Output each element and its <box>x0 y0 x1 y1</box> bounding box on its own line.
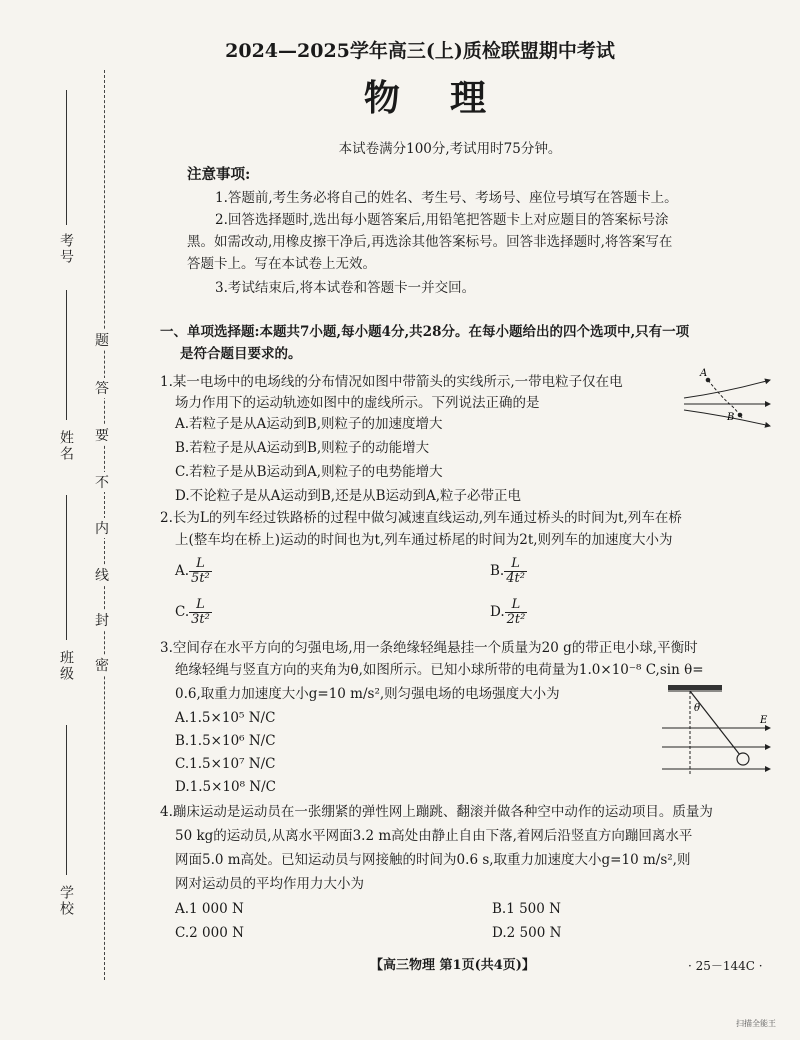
q3-option-a: A.1.5×10⁵ N/C <box>175 710 276 726</box>
ball <box>737 753 749 765</box>
field-label-school: 学校 <box>58 885 74 917</box>
q1-stem: 场力作用下的运动轨迹如图中的虚线所示。下列说法正确的是 <box>175 395 540 411</box>
seal-char: 答 <box>92 378 112 398</box>
field-label-name: 姓名 <box>58 430 74 462</box>
fraction: $\frac{L}{\text{3t²}}$ <box>191 597 210 627</box>
seal-char: 内 <box>92 518 112 538</box>
point-a-label: A <box>700 368 708 379</box>
q1-option-b: B.若粒子是从A运动到B,则粒子的动能增大 <box>175 440 430 456</box>
theta-label: θ <box>694 703 701 714</box>
option-label: B. <box>490 563 505 579</box>
q4-option-d: D.2 500 N <box>492 925 562 941</box>
q4-option-b: B.1 500 N <box>492 901 561 917</box>
q4-stem: 50 kg的运动员,从离水平网面3.2 m高处由静止自由下落,着网后沿竖直方向蹦回离水平 <box>175 828 693 844</box>
field-line <box>684 380 770 398</box>
ceiling-hatch <box>668 685 722 690</box>
section-heading-cont: 是符合题目要求的。 <box>180 346 302 362</box>
q1-option-a: A.若粒子是从A运动到B,则粒子的加速度增大 <box>175 416 443 432</box>
string <box>690 691 740 755</box>
q3-pendulum-figure <box>660 683 775 778</box>
q1-stem: 1.某一电场中的电场线的分布情况如图中带箭头的实线所示,一带电粒子仅在电 <box>160 374 623 390</box>
option-label: D. <box>490 604 505 620</box>
q3-option-d: D.1.5×10⁸ N/C <box>175 779 276 795</box>
notice-line: 答题卡上。写在本试卷上无效。 <box>187 256 376 272</box>
q4-stem: 4.蹦床运动是运动员在一张绷紧的弹性网上蹦跳、翻滚并做各种空中动作的运动项目。质量为 <box>160 804 713 820</box>
field-line-name[interactable] <box>66 290 67 420</box>
option-label: A. <box>175 563 190 579</box>
q2-option-c <box>175 598 212 627</box>
q1-field-line-figure <box>682 368 774 432</box>
scanner-logo: 扫描全能王 <box>736 1019 776 1028</box>
page-footer: 【高三物理 第1页(共4页)】 <box>370 958 535 973</box>
option-label: C. <box>175 604 190 620</box>
q2-stem: 2.长为L的列车经过铁路桥的过程中做匀减速直线运动,列车通过桥头的时间为t,列车在桥 <box>160 510 682 526</box>
seal-char: 封 <box>92 610 112 630</box>
seal-char: 要 <box>92 425 112 445</box>
q1-option-c: C.若粒子是从B运动到A,则粒子的电势能增大 <box>175 464 443 480</box>
notice-line: 1.答题前,考生务必将自己的姓名、考生号、考场号、座位号填写在答题卡上。 <box>215 190 678 206</box>
q4-option-a: A.1 000 N <box>175 901 244 917</box>
seal-char: 题 <box>92 330 112 350</box>
fraction: $\frac{L}{\text{5t²}}$ <box>191 556 210 586</box>
q3-stem: 绝缘轻绳与竖直方向的夹角为θ,如图所示。已知小球所带的电荷量为1.0×10⁻⁸ C,sin θ= <box>175 662 704 678</box>
notice-line: 2.回答选择题时,选出每小题答案后,用铅笔把答题卡上对应题目的答案标号涂 <box>215 212 669 228</box>
q4-stem: 网对运动员的平均作用力大小为 <box>175 876 364 892</box>
fraction: $\frac{L}{\text{4t²}}$ <box>506 556 525 586</box>
q3-option-b: B.1.5×10⁶ N/C <box>175 733 276 749</box>
q3-stem: 3.空间存在水平方向的匀强电场,用一条绝缘轻绳悬挂一个质量为20 g的带正电小球,平衡时 <box>160 640 698 656</box>
exam-info: 本试卷满分100分,考试用时75分钟。 <box>338 141 562 157</box>
point-b-label: B <box>727 412 735 423</box>
seal-char: 密 <box>92 655 112 675</box>
field-line-class[interactable] <box>66 495 67 640</box>
q3-stem: 0.6,取重力加速度大小g=10 m/s²,则匀强电场的电场强度大小为 <box>175 686 560 702</box>
notice-line: 黑。如需改动,用橡皮擦干净后,再选涂其他答案标号。回答非选择题时,将答案写在 <box>187 234 673 250</box>
q2-option-a <box>175 557 212 586</box>
subject-title: 物 理 <box>363 77 487 119</box>
section-heading: 一、单项选择题:本题共7小题,每小题4分,共28分。在每小题给出的四个选项中,只有一项 <box>160 324 690 340</box>
exam-title: 2024—2025学年高三(上)质检联盟期中考试 <box>225 40 615 62</box>
paper-code: · 25－144C · <box>688 959 763 973</box>
q3-option-c: C.1.5×10⁷ N/C <box>175 756 276 772</box>
seal-char: 线 <box>92 565 112 585</box>
e-label: E <box>760 715 768 726</box>
trajectory <box>708 380 742 418</box>
field-label-class: 班级 <box>58 650 74 682</box>
notice-title: 注意事项: <box>187 166 251 183</box>
seal-char: 不 <box>92 472 112 492</box>
field-line-school[interactable] <box>66 725 67 875</box>
q4-stem: 网面5.0 m高处。已知运动员与网接触的时间为0.6 s,取重力加速度大小g=10 m/s²,则 <box>175 852 691 868</box>
notice-line: 3.考试结束后,将本试卷和答题卡一并交回。 <box>215 280 476 296</box>
q4-option-c: C.2 000 N <box>175 925 244 941</box>
fraction: $\frac{L}{\text{2t²}}$ <box>506 597 526 627</box>
point-b-dot <box>738 413 743 418</box>
field-label-exam-number: 考号 <box>58 233 74 265</box>
q1-option-d: D.不论粒子是从A运动到B,还是从B运动到A,粒子必带正电 <box>175 488 522 504</box>
q2-option-d <box>490 598 527 627</box>
q2-stem: 上(整车均在桥上)运动的时间也为t,列车通过桥尾的时间为2t,则列车的加速度大小为 <box>175 532 673 548</box>
q2-option-b <box>490 557 527 586</box>
